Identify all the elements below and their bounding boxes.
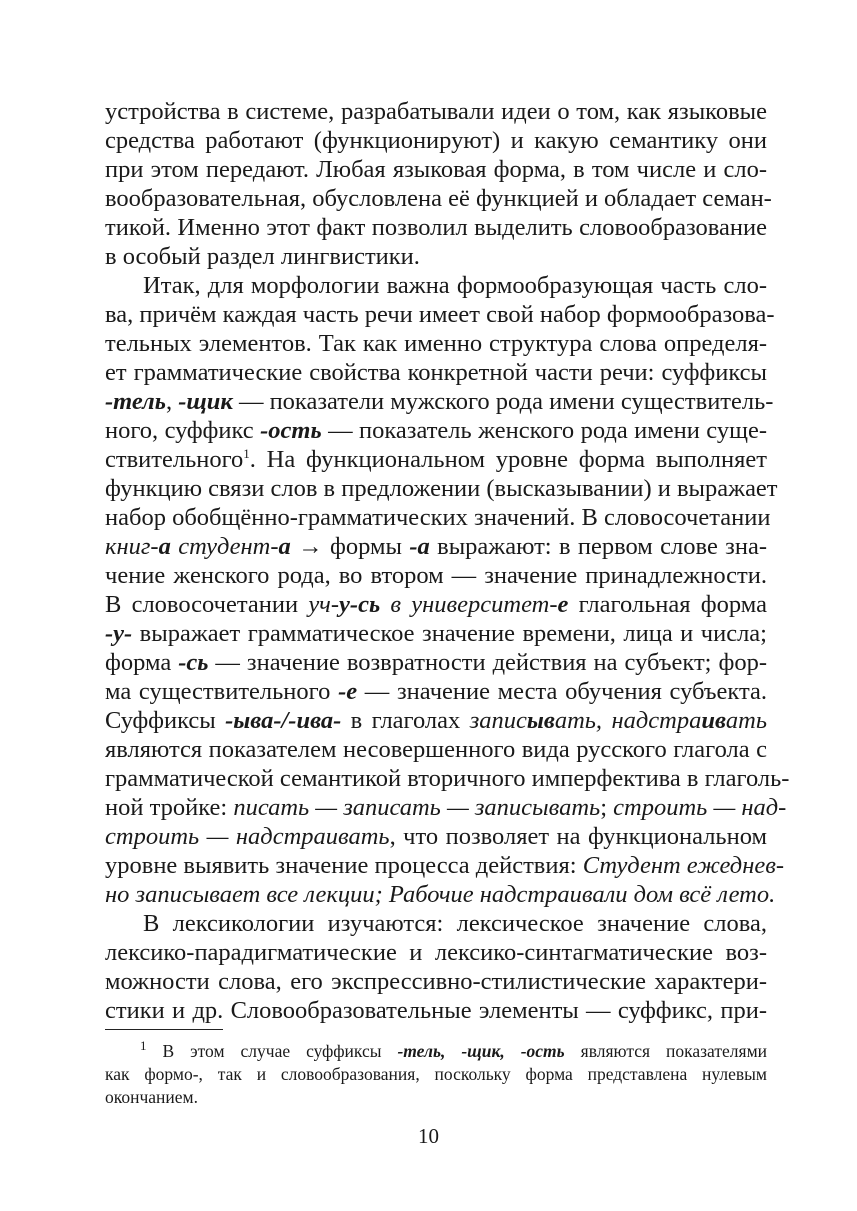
text-line: В словосочетании уч-у-сь в университет-е глагольная форма	[105, 591, 767, 618]
text-line: функцию связи слов в предложении (высказывании) и выражает	[105, 475, 778, 502]
text-line: но записывает все лекции; Рабочие надстраивали дом всё лето.	[105, 881, 776, 908]
text-line: в особый раздел лингвистики.	[105, 243, 420, 270]
text-line: форма -сь — значение возвратности действия на субъект; фор-	[105, 649, 768, 676]
text-line: -у- выражает грамматическое значение времени, лица и числа;	[105, 620, 767, 647]
footnote-divider	[105, 1029, 223, 1030]
text-line: вообразовательная, обусловлена её функцией и обладает семан-	[105, 185, 772, 212]
footnote-line: окончанием.	[105, 1087, 198, 1107]
text-line: -тель, -щик — показатели мужского рода имени существитель-	[105, 388, 774, 415]
text-line: книг-а студент-а → формы -а выражают: в первом слове зна-	[105, 533, 767, 560]
footnote-reference: 1	[243, 445, 250, 461]
text-line: Суффиксы -ыва-/-ива- в глаголах записывать, надстраивать	[105, 707, 767, 734]
text-line: грамматической семантикой вторичного имперфектива в глаголь-	[105, 765, 790, 792]
text-line: чение женского рода, во втором — значение принадлежности.	[105, 562, 767, 589]
text-line: лексико-парадигматические и лексико-синтагматические воз-	[105, 939, 767, 966]
text-line: тельных элементов. Так как именно структура слова определя-	[105, 330, 767, 357]
text-line: являются показателем несовершенного вида русского глагола с	[105, 736, 767, 763]
text-line: ствительного$^1$. На функциональном уровне форма выполняет	[105, 445, 767, 473]
footnote-marker: 1	[140, 1038, 147, 1054]
text-line: ма существительного -е — значение места обучения субъекта.	[105, 678, 768, 705]
text-line: В лексикологии изучаются: лексическое значение слова,	[143, 910, 767, 937]
footnote-line: $^1$ В этом случае суффиксы -тель, -щик, -ость являются показателями	[140, 1038, 768, 1061]
text-line: при этом передают. Любая языковая форма, в том числе и сло-	[105, 156, 767, 183]
text-line: ной тройке: писать — записать — записывать; строить — над-	[105, 794, 787, 821]
text-line: стики и др. Словообразовательные элементы — суффикс, при-	[105, 997, 767, 1024]
page-number: 10	[418, 1124, 439, 1148]
text-line: ва, причём каждая часть речи имеет свой набор формообразова-	[105, 301, 775, 328]
text-line: ет грамматические свойства конкретной части речи: суффиксы	[105, 359, 767, 386]
text-line: строить — надстраивать, что позволяет на функциональном	[105, 823, 767, 850]
text-line: устройства в системе, разрабатывали идеи о том, как языковые	[105, 98, 767, 125]
text-line: Итак, для морфологии важна формообразующая часть сло-	[143, 272, 767, 299]
text-line: тикой. Именно этот факт позволил выделить словообразование	[105, 214, 767, 241]
text-line: можности слова, его экспрессивно-стилистические характери-	[105, 968, 767, 995]
footnote-line: как формо-, так и словообразования, поскольку форма представлена нулевым	[105, 1064, 767, 1084]
text-line: средства работают (функционируют) и какую семантику они	[105, 127, 767, 154]
text-line: ного, суффикс -ость — показатель женского рода имени суще-	[105, 417, 767, 444]
text-line: уровне выявить значение процесса действия: Студент ежеднев-	[105, 852, 785, 879]
text-line: набор обобщённо-грамматических значений. В словосочетании	[105, 504, 771, 531]
